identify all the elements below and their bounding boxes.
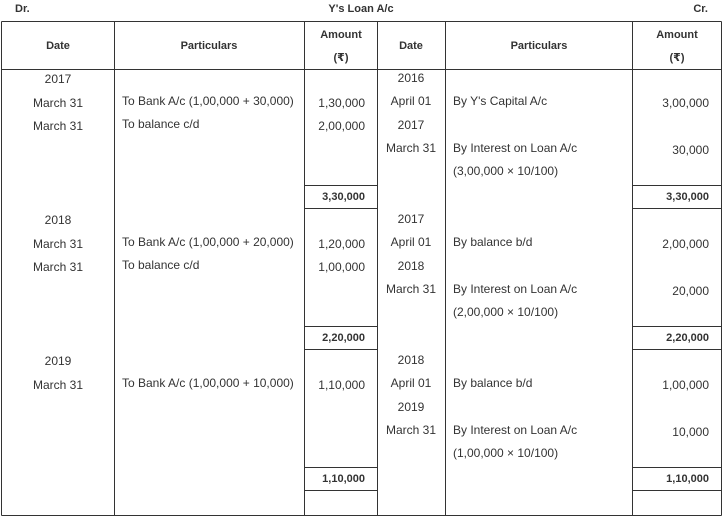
dr-amount: 2,00,000 (318, 119, 365, 133)
cr-particulars: (1,00,000 × 10/100) (453, 446, 559, 461)
dr-date: March 31 (32, 119, 84, 133)
header-particulars-dr: Particulars (180, 40, 238, 52)
cr-total: 3,30,000 (666, 191, 709, 203)
cr-date: 2017 (397, 212, 425, 226)
dr-particulars: To balance c/d (122, 258, 200, 272)
cr-particulars: (3,00,000 × 10/100) (453, 164, 559, 179)
cr-total: 2,20,000 (666, 332, 709, 344)
header-particulars-cr: Particulars (510, 40, 568, 52)
dr-particulars: To Bank A/c (1,00,000 + 30,000) (122, 94, 294, 108)
header-currency-dr: (₹) (333, 52, 349, 64)
dr-total: 3,30,000 (322, 191, 365, 203)
cr-amount: 2,00,000 (662, 237, 709, 252)
cr-particulars: By balance b/d (453, 235, 533, 250)
cr-particulars: By Y's Capital A/c (453, 94, 548, 109)
dr-date: March 31 (32, 96, 84, 110)
cr-particulars: By Interest on Loan A/c (453, 281, 578, 296)
dr-date: March 31 (32, 260, 84, 274)
dr-amount: 1,10,000 (318, 378, 365, 392)
header-date-dr: Date (46, 40, 70, 52)
cr-date: March 31 (385, 281, 437, 296)
dr-year: 2019 (44, 354, 72, 368)
cr-amount: 10,000 (672, 424, 709, 439)
cr-amount: 30,000 (672, 142, 709, 157)
cr-particulars: By Interest on Loan A/c (453, 422, 578, 437)
dr-total: 2,20,000 (322, 332, 365, 344)
dr-date: March 31 (32, 237, 84, 251)
header-currency-cr: (₹) (669, 52, 685, 64)
cr-date: 2017 (397, 117, 425, 132)
header-amount-cr: Amount (656, 29, 698, 41)
dr-total: 1,10,000 (322, 473, 365, 485)
cr-date: March 31 (385, 140, 437, 155)
cr-date: March 31 (385, 422, 437, 437)
header-date-cr: Date (399, 40, 423, 52)
cr-date: 2016 (397, 71, 425, 85)
dr-year: 2017 (44, 72, 72, 86)
cr-total: 1,10,000 (666, 473, 709, 485)
dr-amount: 1,30,000 (318, 96, 365, 110)
cr-particulars: By balance b/d (453, 376, 533, 391)
cr-amount: 1,00,000 (662, 378, 709, 393)
cr-amount: 20,000 (672, 283, 709, 298)
cr-amount: 3,00,000 (662, 96, 709, 111)
dr-particulars: To Bank A/c (1,00,000 + 20,000) (122, 235, 294, 249)
cr-particulars: By Interest on Loan A/c (453, 140, 578, 155)
cr-date: April 01 (390, 376, 432, 391)
header-amount-dr: Amount (320, 29, 362, 41)
cr-label: Cr. (693, 3, 708, 15)
cr-date: 2019 (397, 399, 425, 414)
cr-particulars: (2,00,000 × 10/100) (453, 305, 559, 320)
dr-year: 2018 (44, 213, 72, 227)
cr-date: April 01 (390, 235, 432, 250)
dr-label: Dr. (15, 3, 30, 15)
cr-date: 2018 (397, 353, 425, 367)
dr-amount: 1,20,000 (318, 237, 365, 251)
dr-particulars: To balance c/d (122, 117, 200, 131)
dr-amount: 1,00,000 (318, 260, 365, 274)
dr-particulars: To Bank A/c (1,00,000 + 10,000) (122, 376, 294, 390)
cr-date: 2018 (397, 258, 425, 273)
dr-date: March 31 (32, 378, 84, 392)
cr-date: April 01 (390, 94, 432, 109)
ledger-title: Y's Loan A/c (328, 3, 394, 15)
